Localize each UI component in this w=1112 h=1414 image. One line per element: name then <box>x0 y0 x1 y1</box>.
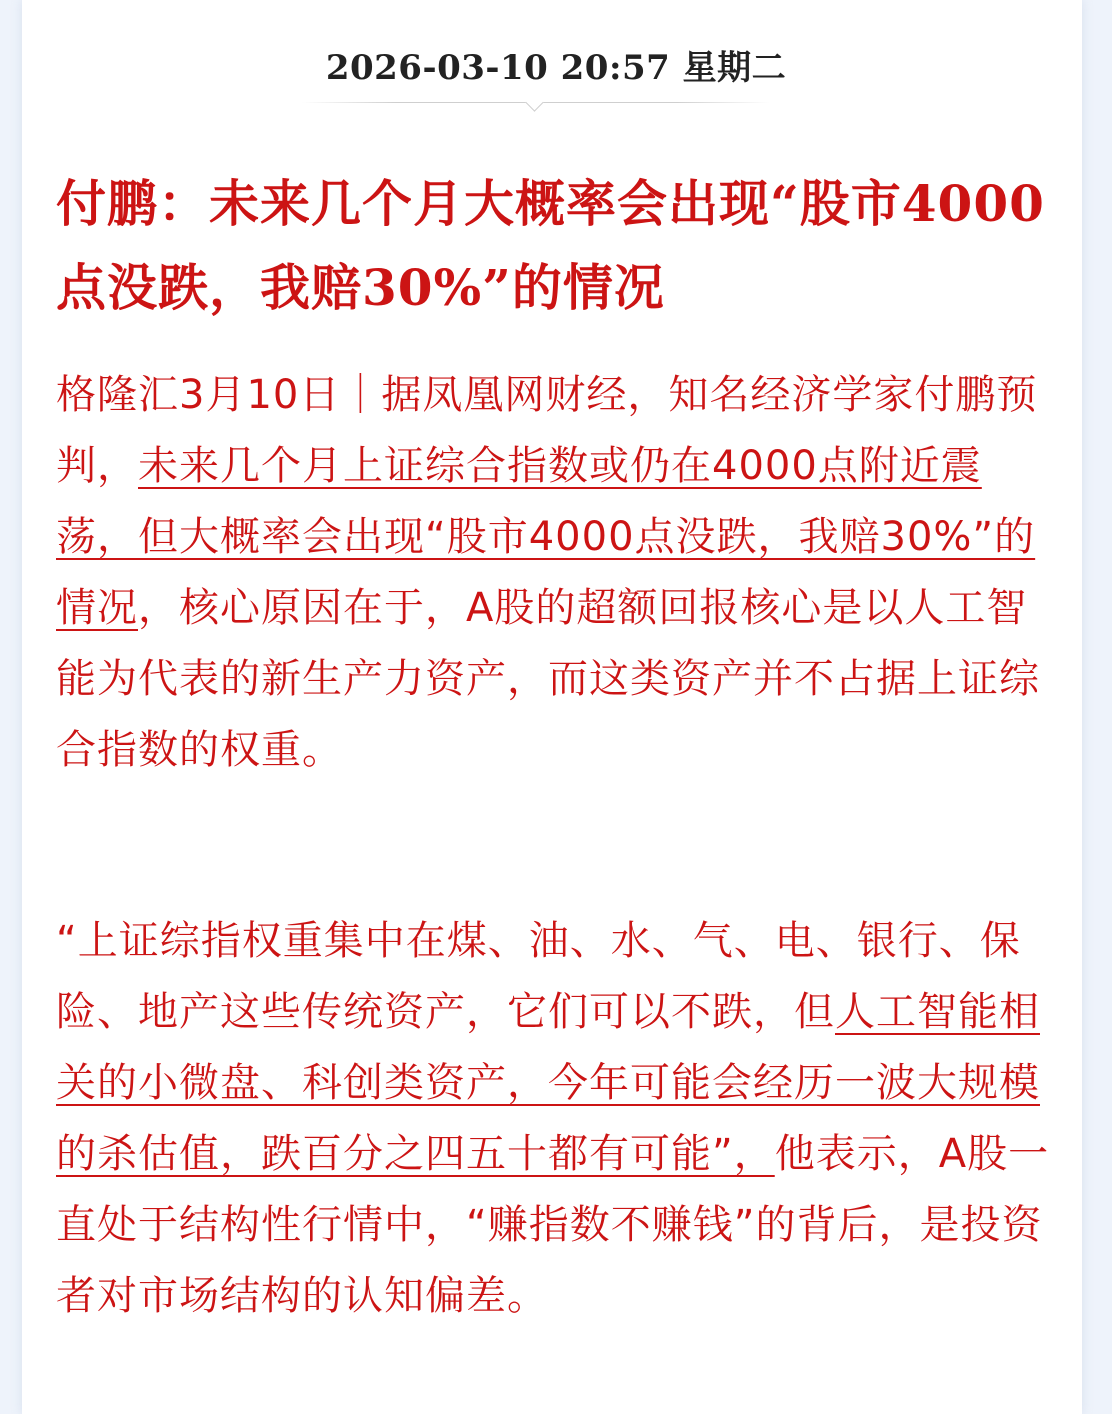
date-header <box>0 0 1112 120</box>
paragraph-2-underlined-quote: 人工智能相关的小微盘、科创类资产，今年可能会经历一波大规模的杀估值，跌百分之四五十都有可能”， <box>56 989 1040 1177</box>
paragraph-2-text-a: “上证综指权重集中在煤、油、水、气、电、银行、保险、地产这些传统资产，它们可以不跌，但 <box>56 918 1021 1035</box>
article-paragraph-1 <box>56 360 1056 786</box>
article-paragraph-2 <box>56 906 1056 1332</box>
paragraph-2-text-b: 他表示，A股一直处于结构性行情中，“赚指数不赚钱”的背后，是投资者对市场结构的认知偏差。 <box>56 1131 1050 1319</box>
paragraph-1-text-a: 格隆汇3月10日｜据凤凰网财经，知名经济学家付鹏预判， <box>56 372 1038 489</box>
publish-datetime: 2026-03-10 20:57 星期二 <box>325 48 787 88</box>
paragraph-1-underlined-quote: 未来几个月上证综合指数或仍在4000点附近震荡，但大概率会出现“股市4000点没跌，我赔30%”的情况 <box>56 443 1036 631</box>
paragraph-1-text-b: ，核心原因在于，A股的超额回报核心是以人工智能为代表的新生产力资产，而这类资产并不占据上证综合指数的权重。 <box>56 585 1040 773</box>
article-headline: 付鹏：未来几个月大概率会出现“股市4000点没跌，我赔30%”的情况 <box>56 174 1045 317</box>
date-divider-notch <box>525 93 543 111</box>
